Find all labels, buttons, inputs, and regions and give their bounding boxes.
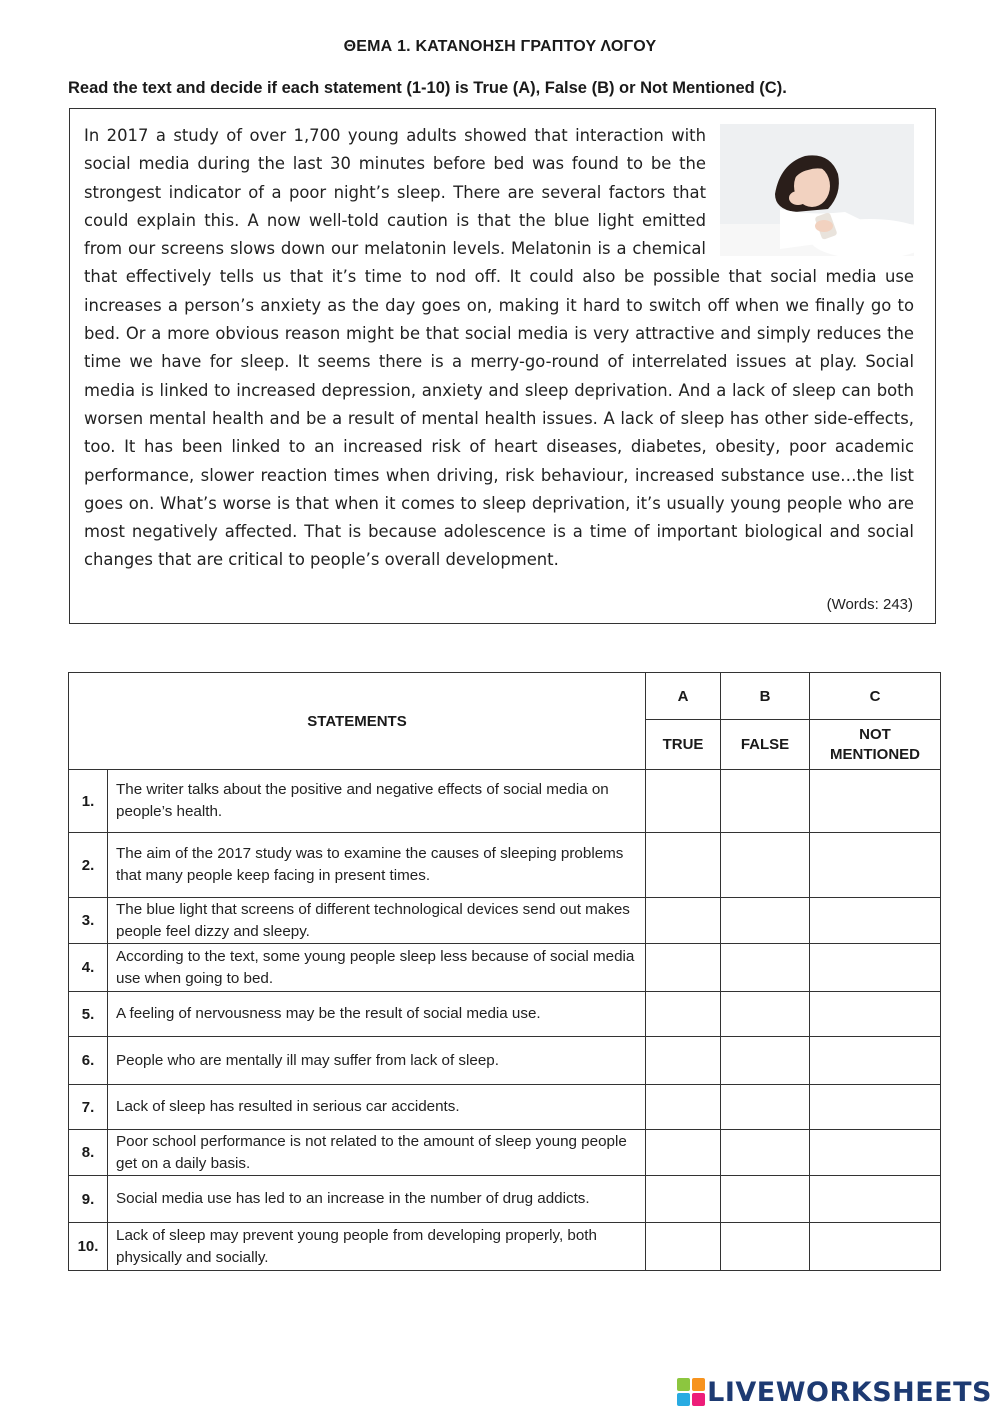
answer-cell-c[interactable] <box>810 833 941 898</box>
logo-icon <box>677 1378 705 1406</box>
answer-cell-a[interactable] <box>646 992 721 1037</box>
liveworksheets-logo <box>677 1374 992 1410</box>
answer-cell-c[interactable] <box>810 944 941 992</box>
answer-cell-b[interactable] <box>721 1176 810 1223</box>
passage <box>84 122 914 575</box>
col-letter-c: C <box>810 673 941 720</box>
row-number: 7. <box>69 1085 108 1130</box>
statement-text: Social media use has led to an increase in the number of drug addicts. <box>108 1176 646 1223</box>
page-title: ΘΕΜΑ 1. ΚΑΤΑΝΟΗΣΗ ΓΡΑΠΤΟΥ ΛΟΓΟΥ <box>343 38 657 55</box>
row-number: 6. <box>69 1037 108 1085</box>
answer-cell-a[interactable] <box>646 1085 721 1130</box>
answer-cell-c[interactable] <box>810 1085 941 1130</box>
logo-text: LIVEWORKSHEETS <box>707 1376 992 1408</box>
statement-text: The writer talks about the positive and negative effects of social media on people’s health. <box>108 770 646 833</box>
row-number: 9. <box>69 1176 108 1223</box>
col-letter-a: A <box>646 673 721 720</box>
instruction-text: Read the text and decide if each statement (1-10) is True (A), False (B) or Not Mentioned (C). <box>68 79 787 97</box>
col-label-true: TRUE <box>646 720 721 770</box>
table-row <box>69 898 941 944</box>
answer-cell-b[interactable] <box>721 833 810 898</box>
table-row <box>69 1176 941 1223</box>
row-number: 3. <box>69 898 108 944</box>
answer-cell-c[interactable] <box>810 1223 941 1271</box>
answer-cell-a[interactable] <box>646 898 721 944</box>
answer-cell-c[interactable] <box>810 1130 941 1176</box>
answer-cell-b[interactable] <box>721 1130 810 1176</box>
answer-cell-a[interactable] <box>646 1130 721 1176</box>
col-label-false: FALSE <box>721 720 810 770</box>
table-row <box>69 944 941 992</box>
table-row <box>69 1085 941 1130</box>
table-row <box>69 1223 941 1271</box>
table-row <box>69 992 941 1037</box>
statement-text: According to the text, some young people sleep less because of social media use when going to bed. <box>108 944 646 992</box>
statement-text: The aim of the 2017 study was to examine the causes of sleeping problems that many people keep facing in present times. <box>108 833 646 898</box>
passage-box <box>69 108 936 624</box>
row-number: 8. <box>69 1130 108 1176</box>
answer-cell-b[interactable] <box>721 770 810 833</box>
col-label-not-mentioned: NOT MENTIONED <box>810 720 941 770</box>
row-number: 5. <box>69 992 108 1037</box>
row-number: 4. <box>69 944 108 992</box>
table-row <box>69 1037 941 1085</box>
passage-text: In 2017 a study of over 1,700 young adults showed that interaction with social media during the last 30 minutes before bed was found to be the strongest indicator of a poor night’s sleep. There are several factors that could explain this. A now well-told caution is that the blue light emitted from our screens slows down our melatonin levels. Melatonin is a chemical that effectively tells us that it’s time to nod off. It could also be possible that social media use increases a person’s anxiety as the day goes on, making it hard to switch off when we finally go to bed. Or a more obvious reason might be that social media is very attractive and simply reduces the time we have for sleep. It seems there is a merry-go-round of interrelated issues at play. Social media is linked to increased depression, anxiety and sleep deprivation. And a lack of sleep can both worsen mental health and be a result of mental health issues. A lack of sleep has other side-effects, too. It has been linked to an increased risk of heart diseases, diabetes, obesity, poor academic performance, slower reaction times when driving, risk behaviour, increased substance use…the list goes on. What’s worse is that when it comes to sleep deprivation, it’s usually young people who are most negatively affected. That is because adolescence is a time of important biological and social changes that are critical to people’s overall development. <box>84 126 914 570</box>
answer-cell-a[interactable] <box>646 770 721 833</box>
row-number: 2. <box>69 833 108 898</box>
answer-cell-b[interactable] <box>721 898 810 944</box>
statement-text: Lack of sleep has resulted in serious car accidents. <box>108 1085 646 1130</box>
answer-cell-c[interactable] <box>810 1037 941 1085</box>
answer-cell-b[interactable] <box>721 1037 810 1085</box>
row-number: 10. <box>69 1223 108 1271</box>
col-letter-b: B <box>721 673 810 720</box>
statement-text: Lack of sleep may prevent young people from developing properly, both physically and socially. <box>108 1223 646 1271</box>
table-row <box>69 1130 941 1176</box>
table-row <box>69 833 941 898</box>
statement-text: People who are mentally ill may suffer from lack of sleep. <box>108 1037 646 1085</box>
answer-cell-c[interactable] <box>810 898 941 944</box>
statement-text: The blue light that screens of different technological devices send out makes people feel dizzy and sleepy. <box>108 898 646 944</box>
answer-cell-a[interactable] <box>646 1037 721 1085</box>
row-number: 1. <box>69 770 108 833</box>
statements-header: STATEMENTS <box>69 673 646 770</box>
statement-text: A feeling of nervousness may be the result of social media use. <box>108 992 646 1037</box>
statement-text: Poor school performance is not related to the amount of sleep young people get on a daily basis. <box>108 1130 646 1176</box>
yawning-woman-photo <box>720 124 914 256</box>
answer-cell-b[interactable] <box>721 1085 810 1130</box>
answer-cell-c[interactable] <box>810 1176 941 1223</box>
answer-cell-b[interactable] <box>721 992 810 1037</box>
answer-cell-a[interactable] <box>646 944 721 992</box>
statements-table <box>68 672 941 1271</box>
answer-cell-b[interactable] <box>721 1223 810 1271</box>
answer-cell-a[interactable] <box>646 1176 721 1223</box>
answer-cell-b[interactable] <box>721 944 810 992</box>
table-row <box>69 770 941 833</box>
word-count: (Words: 243) <box>826 596 913 613</box>
answer-cell-c[interactable] <box>810 992 941 1037</box>
answer-cell-a[interactable] <box>646 833 721 898</box>
answer-cell-a[interactable] <box>646 1223 721 1271</box>
answer-cell-c[interactable] <box>810 770 941 833</box>
